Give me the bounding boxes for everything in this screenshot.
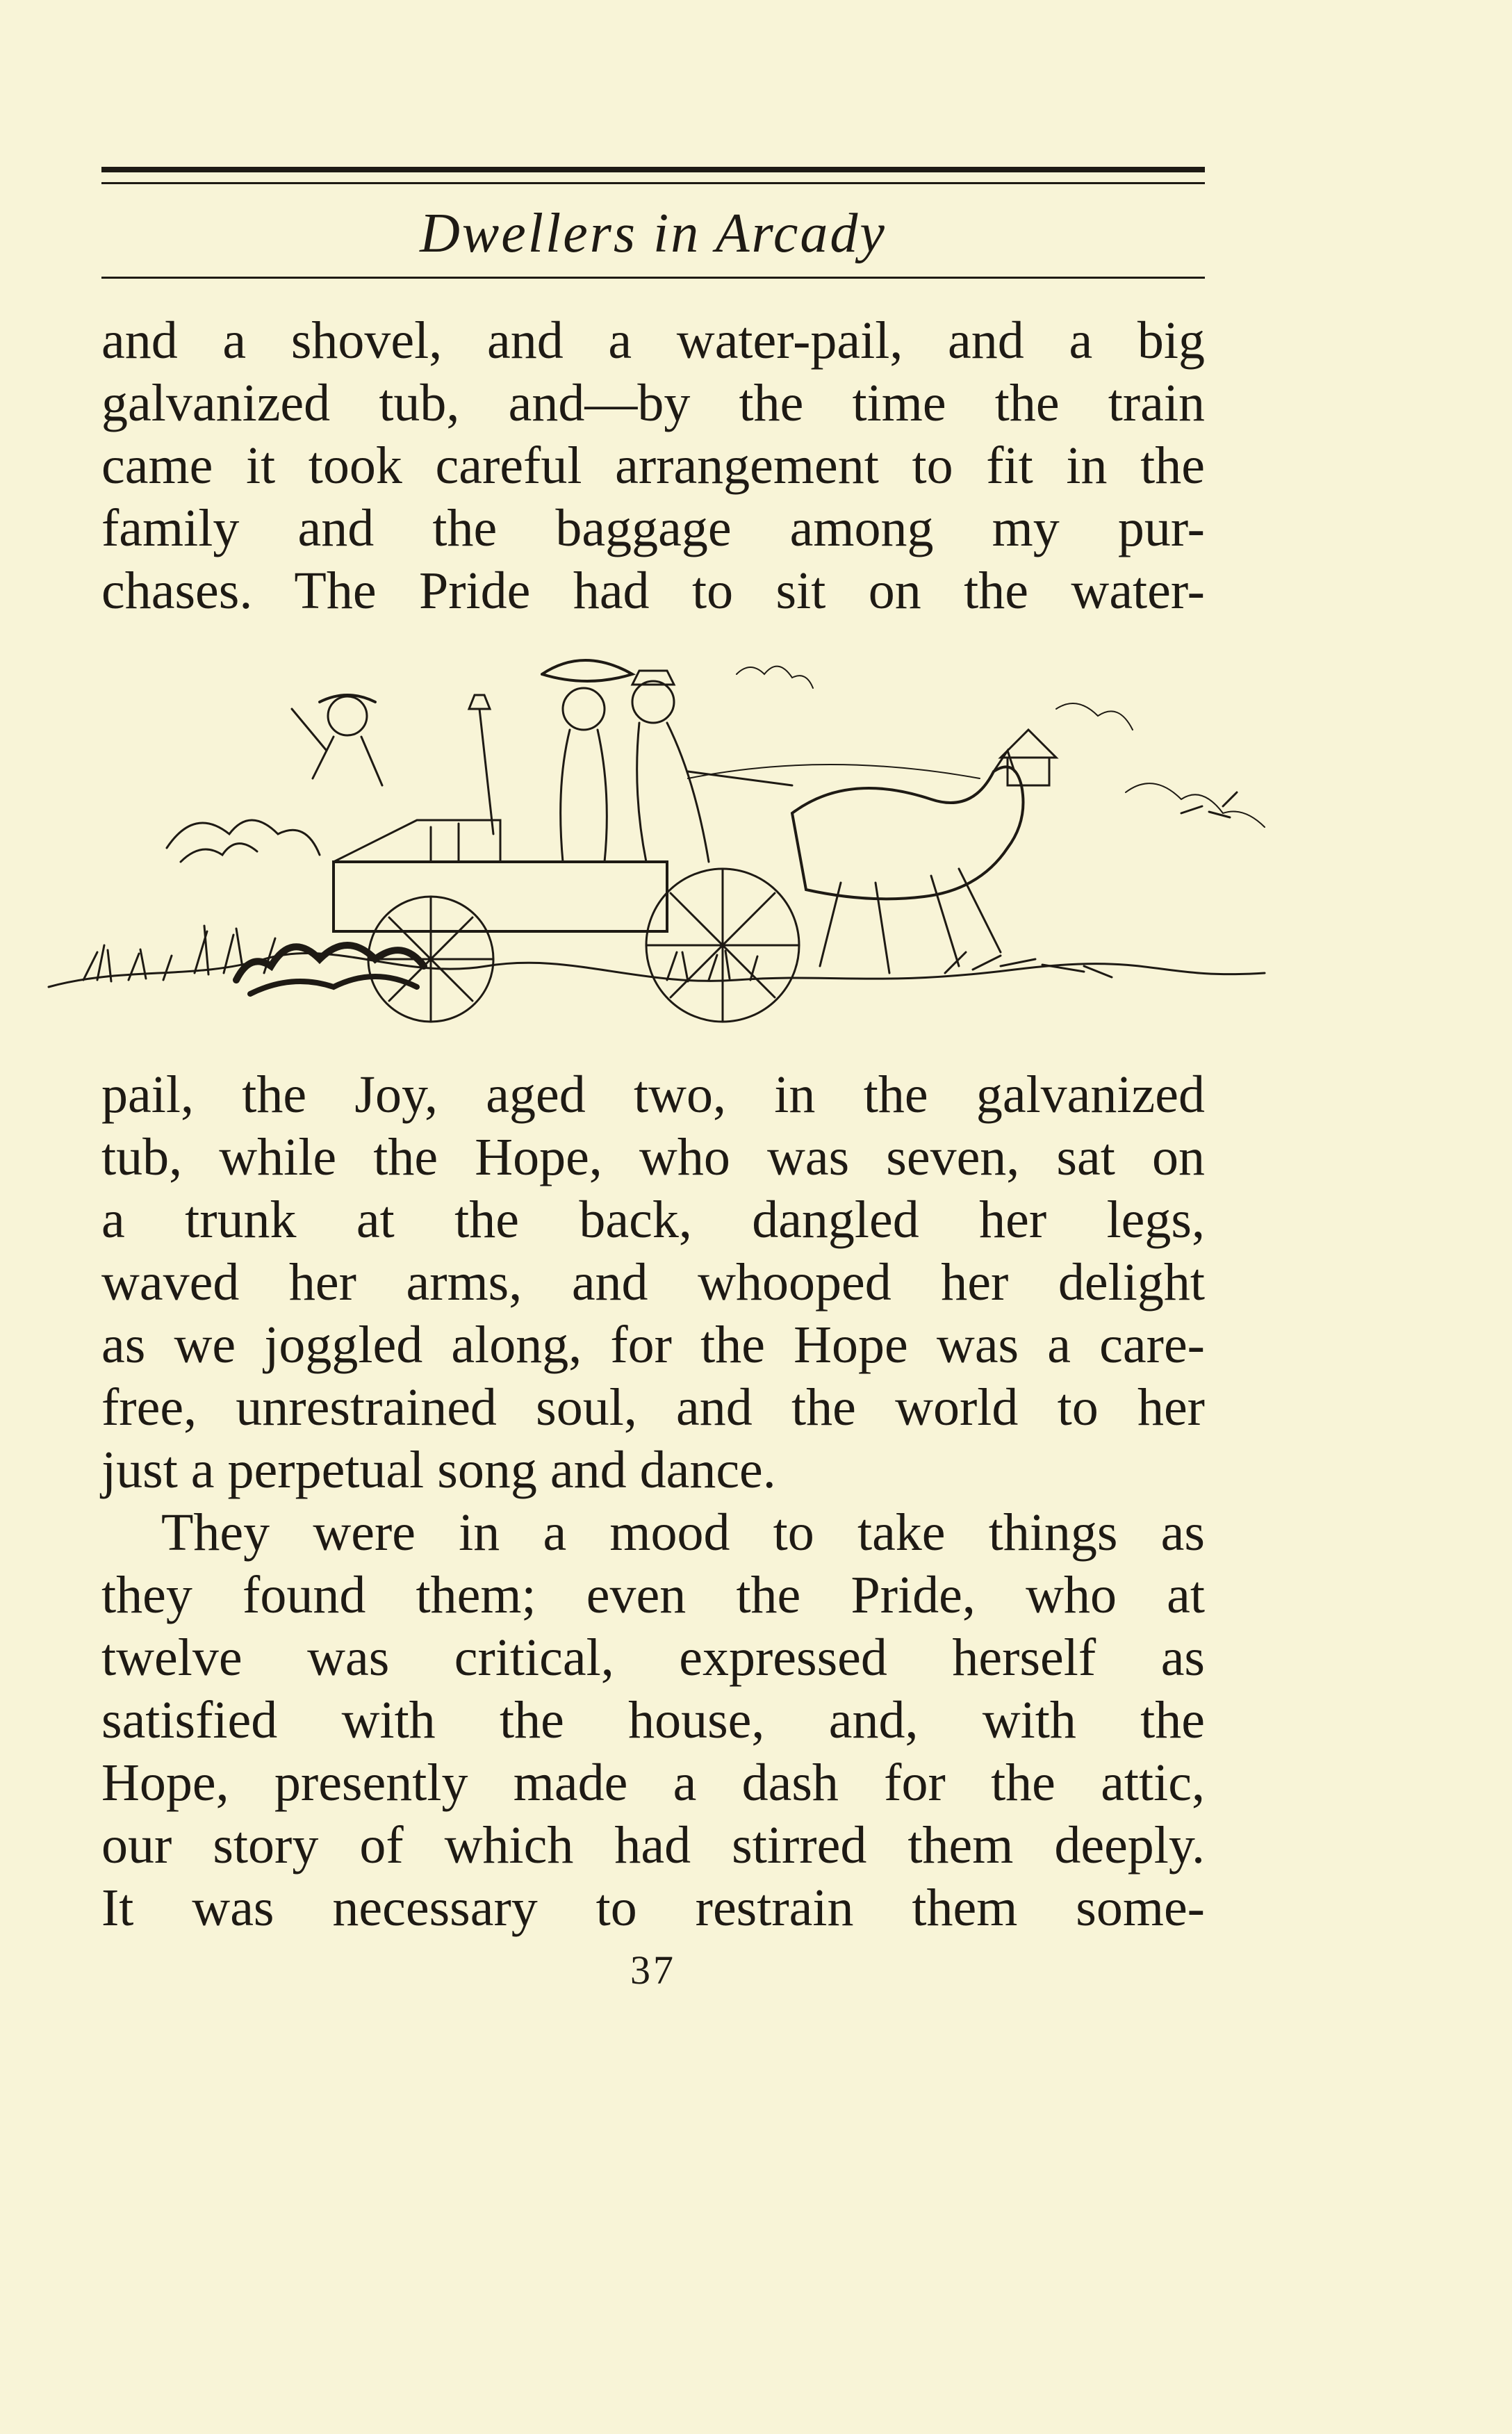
running-head-rule-top (101, 167, 1205, 172)
text-line: free, unrestrained soul, and the world to her (101, 1378, 1205, 1437)
text-line: Hope, presently made a dash for the attic, (101, 1754, 1205, 1812)
text-block-bottom (101, 1063, 1205, 1939)
text-line: chases. The Pride had to sit on the water- (101, 562, 1205, 620)
text-line: and a shovel, and a water-pail, and a big (101, 311, 1205, 370)
text-line: satisfied with the house, and, with the (101, 1691, 1205, 1749)
text-block-top (101, 309, 1205, 622)
text-line: family and the baggage among my pur- (101, 499, 1205, 557)
text-line: pail, the Joy, aged two, in the galvanized (101, 1065, 1205, 1124)
page-number: 37 (630, 1947, 676, 1993)
text-line: tub, while the Hope, who was seven, sat on (101, 1128, 1205, 1186)
text-line: as we joggled along, for the Hope was a care- (101, 1316, 1205, 1374)
text-line: just a perpetual song and dance. (101, 1441, 776, 1499)
running-head: Dwellers in Arcady (420, 203, 887, 264)
text-line: our story of which had stirred them deeply. (101, 1816, 1205, 1874)
running-head-rule-bottom (101, 277, 1205, 279)
text-line: came it took careful arrangement to fit in the (101, 436, 1205, 495)
text-line: They were in a mood to take things as (161, 1503, 1205, 1562)
text-line: galvanized tub, and—by the time the train (101, 374, 1205, 432)
horse-drawn-wagon-illustration (42, 653, 1279, 1029)
text-line: they found them; even the Pride, who at (101, 1566, 1205, 1624)
running-head-rule-top-thin (101, 182, 1205, 184)
text-line: It was necessary to restrain them some- (101, 1879, 1205, 1937)
text-line: twelve was critical, expressed herself as (101, 1628, 1205, 1687)
text-line: waved her arms, and whooped her delight (101, 1253, 1205, 1312)
text-line: a trunk at the back, dangled her legs, (101, 1191, 1205, 1249)
